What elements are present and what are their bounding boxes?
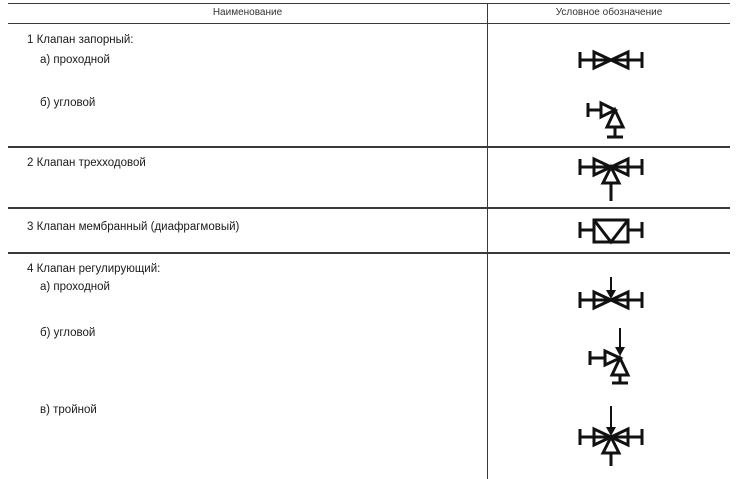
gate-valve-straight-icon: [580, 52, 642, 68]
diaphragm-valve-icon: [580, 220, 642, 242]
row3-title: 3 Клапан мембранный (диафрагмовый): [27, 221, 240, 233]
row1-item-a: а) проходной: [40, 54, 110, 66]
gate-valve-angle-icon: [588, 103, 623, 137]
control-valve-three-way-icon: [580, 406, 642, 466]
header-name: Наименование: [212, 7, 283, 18]
control-valve-angle-icon: [590, 328, 628, 383]
three-way-valve-icon: [580, 159, 642, 201]
row1-title: 1 Клапан запорный:: [27, 34, 134, 46]
control-valve-straight-icon: [580, 277, 642, 308]
row4-item-c: в) тройной: [40, 404, 97, 416]
header-symbol: Условное обозначение: [555, 7, 663, 18]
row4-item-b: б) угловой: [40, 327, 96, 339]
row1-item-b: б) угловой: [40, 97, 96, 109]
row2-title: 2 Клапан трехходовой: [27, 157, 146, 169]
row4-item-a: а) проходной: [40, 281, 110, 293]
row4-title: 4 Клапан регулирующий:: [27, 263, 161, 275]
